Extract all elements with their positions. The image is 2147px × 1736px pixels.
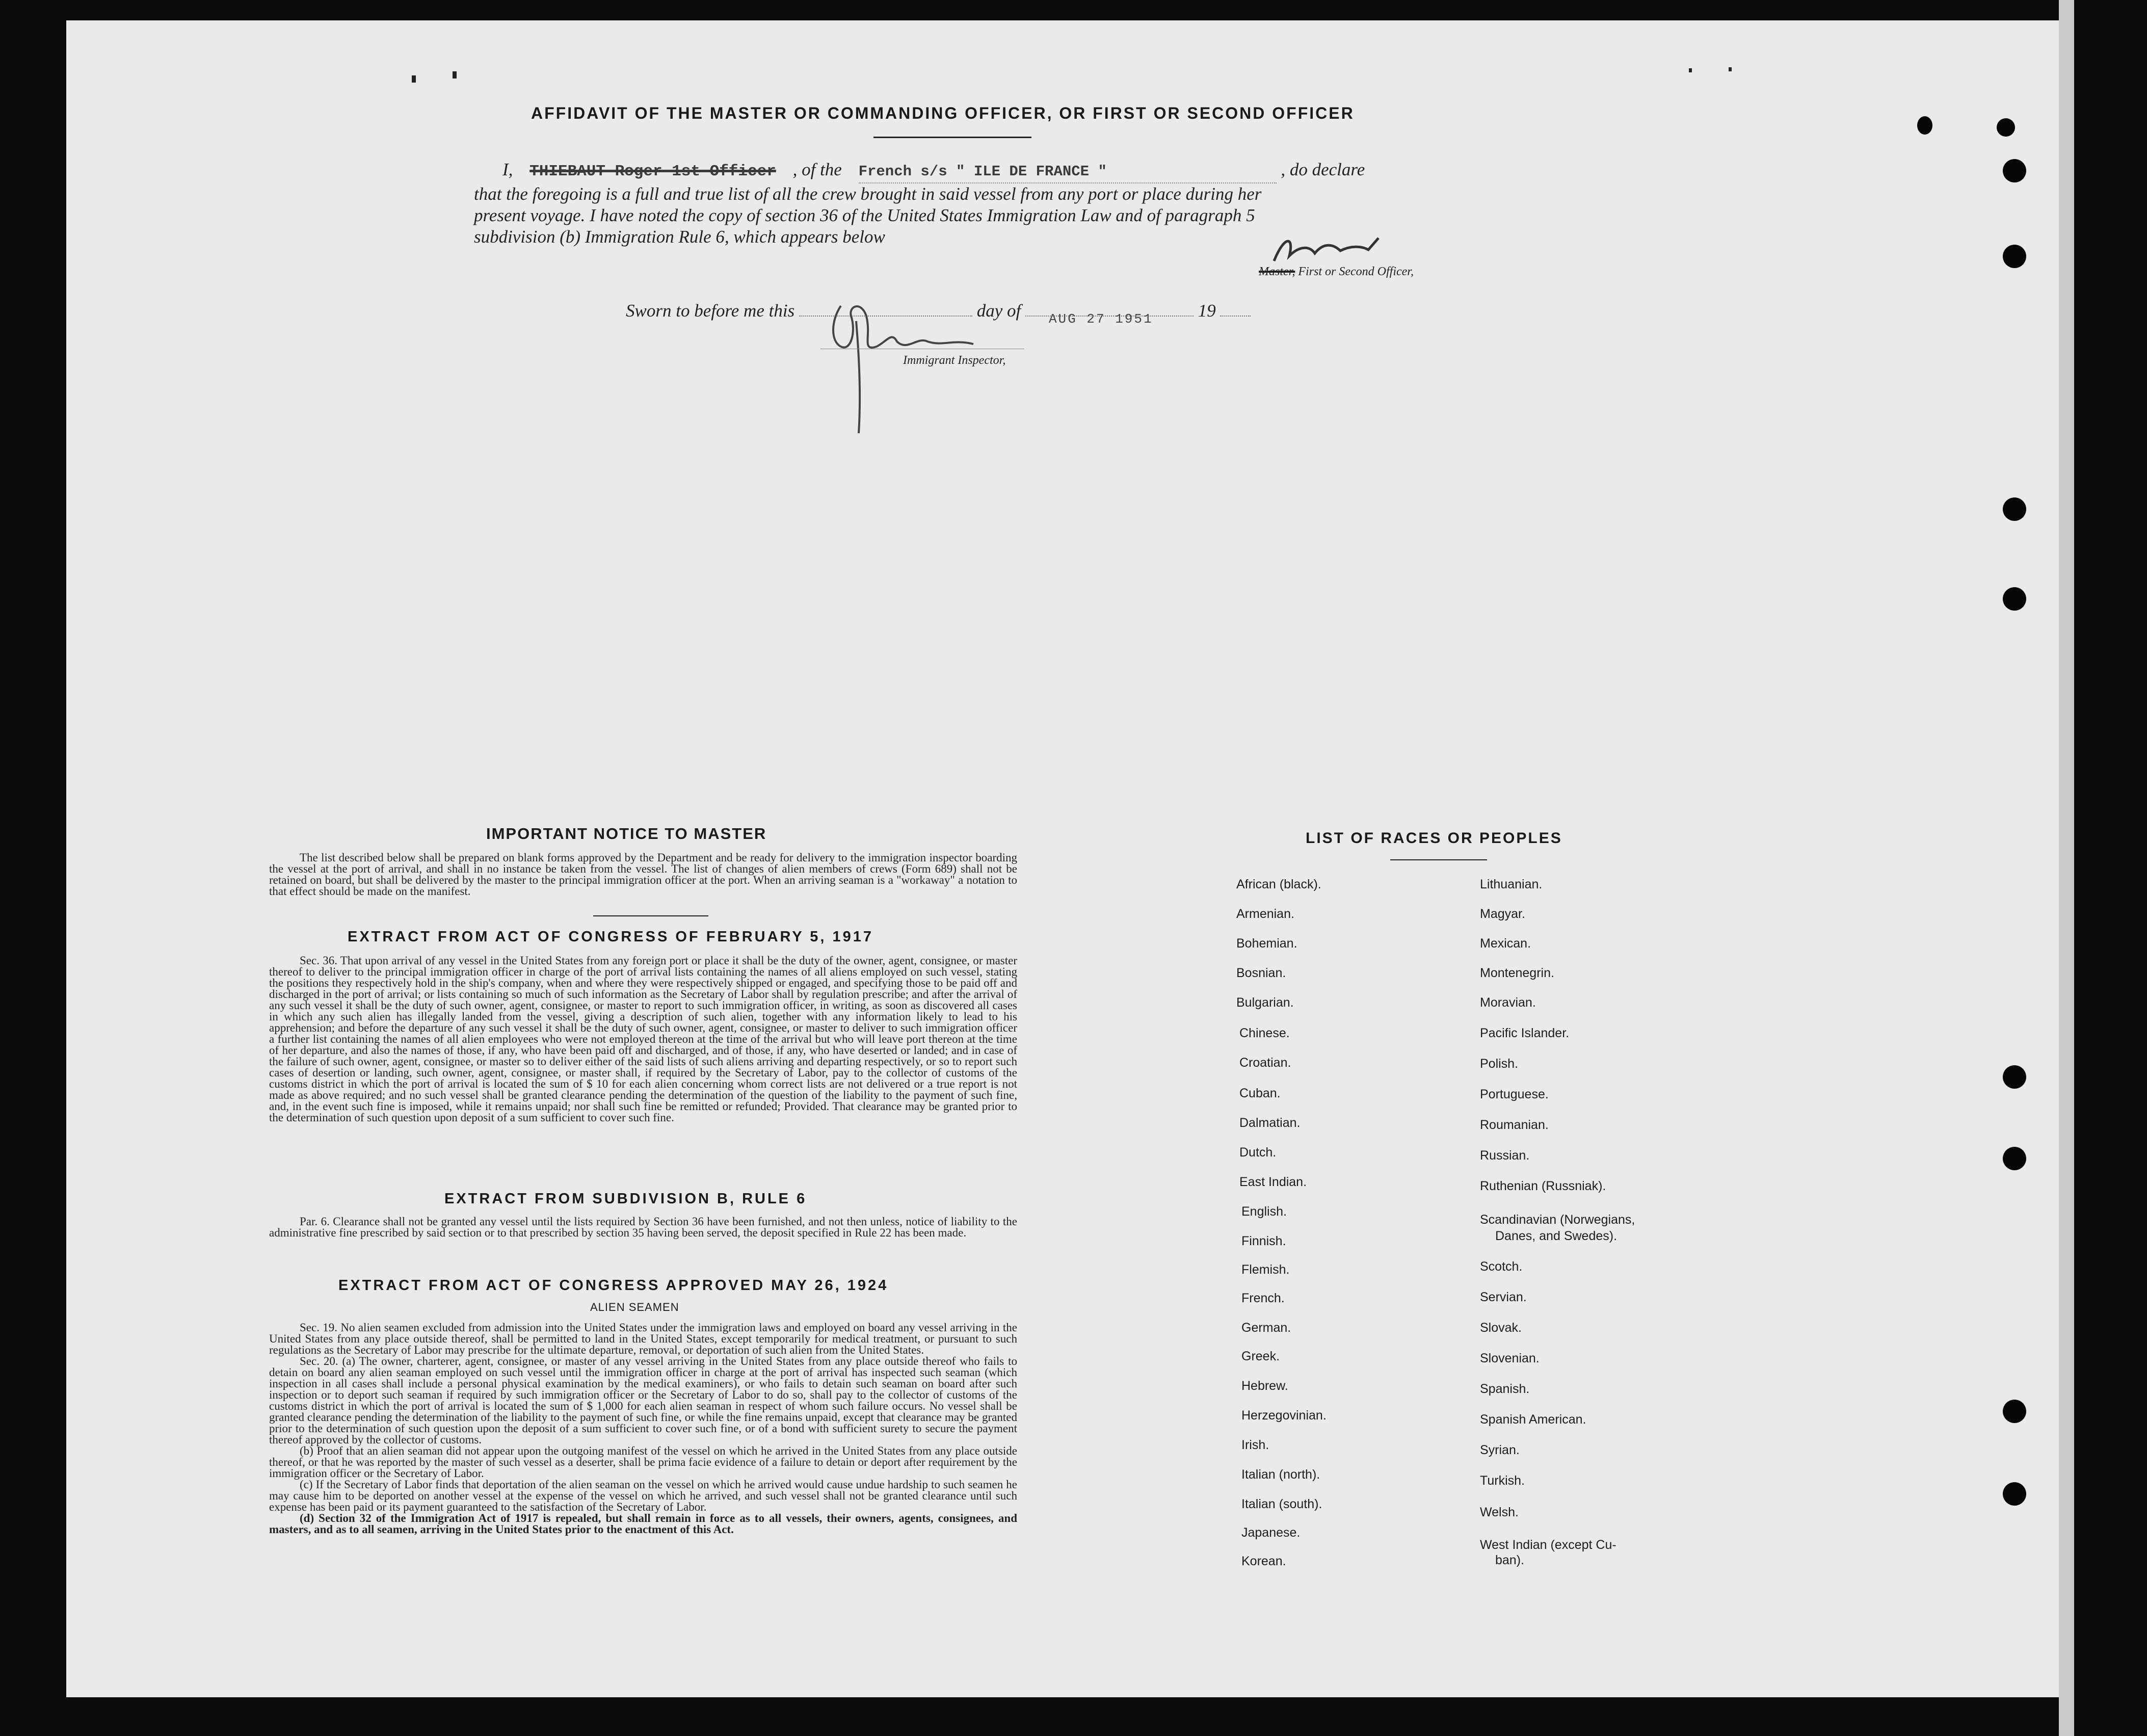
extract3-text — [269, 1322, 1017, 1535]
race-item: Slovak. — [1480, 1321, 1522, 1335]
binder-hole — [2003, 159, 2026, 182]
title-underline — [873, 137, 1031, 138]
race-item: Turkish. — [1480, 1474, 1525, 1488]
race-item: Italian (north). — [1241, 1467, 1320, 1482]
officer-name: THIEBAUT Roger 1st Officer — [529, 163, 776, 180]
race-item: Welsh. — [1480, 1505, 1519, 1519]
race-item: Armenian. — [1236, 907, 1294, 921]
race-item: Italian (south). — [1241, 1497, 1322, 1511]
sec20a-body: Sec. 20. (a) The owner, charterer, agent, consignee, or master of any vessel arriving in the United States from any place outside thereof who fails to detain on board any alien seaman employed on such vessel until the immigration officer in charge at the port of arrival has inspected such seaman (which inspection in all cases shall include a personal physical examination by the medical examiners), or who fails to detain such seaman on board after such inspection or to deport such seaman if required by such immigration officer or the Secretary of Labor to do so, shall pay to the collector of customs of the customs district in which the port of arrival is located the sum of $ 1,000 for each alien seaman in respect of whom such failure occurs. No vessel shall be granted clearance pending the determination of the liability to the payment of such fine, or while the fine remains unpaid, except that clearance may be granted prior to the determination of such question upon the deposit of a sum sufficient to cover such fine, or of a bond with sufficient surety to secure the payment thereof approved by the collector of customs. — [269, 1355, 1017, 1446]
race-item: Korean. — [1241, 1554, 1286, 1568]
race-item: East Indian. — [1239, 1175, 1307, 1189]
race-item: Lithuanian. — [1480, 877, 1543, 891]
race-item: Croatian. — [1239, 1056, 1291, 1070]
races-title: LIST OF RACES OR PEOPLES — [1306, 830, 1562, 847]
notice-intro-text: The list described below shall be prepared on blank forms approved by the Department and be ready for delivery to the immigration inspector boarding the vessel at the port of arrival, and shall in no instance be taken from the vessel. The list of changes of alien members of crews (Form 689) shall not be retained on board, but shall be delivered by the master to the principal immigration officer at the port. When an arriving seaman is a "workaway" a notation to that effect should be made on the manifest. — [269, 851, 1017, 898]
race-item: Scandinavian (Norwegians, — [1480, 1213, 1635, 1227]
sec19-body: Sec. 19. No alien seamen excluded from admission into the United States under the immigration laws and employed on board any vessel arriving in the United States from any place outside thereof, shall be permitted to land in the United States, except temporarily for medical treatment, or pursuant to such regulations as the Secretary of Labor may prescribe for the ultimate departure, removal, or deportation of such alien from the United States. — [269, 1321, 1017, 1356]
race-item: Spanish. — [1480, 1382, 1530, 1396]
extract1-text — [269, 955, 1017, 1123]
vessel-name: French s/s " ILE DE FRANCE " — [859, 161, 1277, 183]
race-item: Magyar. — [1480, 907, 1525, 921]
race-item: Herzegovinian. — [1241, 1408, 1327, 1423]
race-item: Ruthenian (Russniak). — [1480, 1179, 1606, 1193]
officer-signature-caption — [1259, 265, 1414, 279]
binder-hole — [1997, 118, 2015, 137]
race-item: English. — [1241, 1204, 1287, 1219]
sec20d-body: (d) Section 32 of the Immigration Act of 1917 is repealed, but shall remain in force as to all vessels, their owners, agents, consignees, and masters, and as to all seamen, arriving in the United States prior to the enactment of this Act. — [269, 1512, 1017, 1536]
sworn-to-text: Sworn to before me this — [626, 301, 795, 321]
date-stamp: AUG 27 1951 — [1048, 311, 1153, 327]
binder-hole — [2003, 245, 2026, 268]
scan-speck — [1689, 68, 1692, 72]
extract2-text — [269, 1216, 1017, 1239]
binder-hole — [2003, 1147, 2026, 1170]
race-item: Mexican. — [1480, 936, 1531, 951]
notice-title: IMPORTANT NOTICE TO MASTER — [486, 825, 767, 843]
race-item: Flemish. — [1241, 1262, 1290, 1277]
day-of-text: day of — [976, 301, 1021, 321]
race-item: Bosnian. — [1236, 966, 1286, 980]
binder-hole — [2003, 1065, 2026, 1089]
declaration-line-1 — [474, 159, 1442, 183]
race-item: African (black). — [1236, 877, 1321, 891]
race-item: Bulgarian. — [1236, 995, 1294, 1010]
race-item: Bohemian. — [1236, 936, 1297, 951]
race-item: Moravian. — [1480, 995, 1536, 1010]
race-item: Hebrew. — [1241, 1379, 1288, 1393]
race-item: Cuban. — [1239, 1086, 1281, 1100]
inspector-caption: Immigrant Inspector, — [903, 354, 1006, 367]
races-title-underline — [1390, 859, 1487, 860]
year-prefix: 19 — [1198, 301, 1216, 321]
page-edge — [2059, 0, 2074, 1736]
race-item: Scotch. — [1480, 1259, 1523, 1274]
race-item: Roumanian. — [1480, 1118, 1549, 1132]
race-item: Danes, and Swedes). — [1495, 1229, 1618, 1243]
date-blank — [1025, 311, 1194, 327]
sec20c-body: (c) If the Secretary of Labor finds that deportation of the alien seaman on the vessel on which he arrived would cause undue hardship to such seamen he may cause him to be deported on another vessel at the expense of the vessel on which he arrived, and such vessel shall not be granted clearance until such expense has been paid or its payment guaranteed to the satisfaction of the Secretary of Labor. — [269, 1478, 1017, 1513]
declaration-line-4: subdivision (b) Immigration Rule 6, which appears below — [474, 227, 885, 247]
declaration-line-3: present voyage. I have noted the copy of section 36 of the United States Immigration Law and of paragraph 5 — [474, 205, 1255, 225]
race-item: Pacific Islander. — [1480, 1026, 1570, 1040]
race-item: Japanese. — [1241, 1525, 1301, 1540]
affidavit-title: AFFIDAVIT OF THE MASTER OR COMMANDING OFFICER, OR FIRST OR SECOND OFFICER — [531, 104, 1355, 122]
extract3-subtitle: ALIEN SEAMEN — [590, 1301, 679, 1313]
race-item: Finnish. — [1241, 1234, 1286, 1248]
extract2-title: EXTRACT FROM SUBDIVISION B, RULE 6 — [444, 1191, 807, 1207]
race-item: Russian. — [1480, 1148, 1530, 1163]
binder-hole — [2003, 1400, 2026, 1423]
sec20b-body: (b) Proof that an alien seaman did not appear upon the outgoing manifest of the vessel on which he arrived in the United States from any place outside thereof, or that he was reported by the master of such vessel as a deserter, shall be prima facie evidence of a failure to detain or deport after requirement by the immigration officer or the Secretary of Labor. — [269, 1444, 1017, 1480]
extract1-body: Sec. 36. That upon arrival of any vessel in the United States from any foreign port or place it shall be the duty of the owner, agent, consignee, or master thereof to deliver to the principal immigration officer in charge of the port of arrival lists containing the names of all aliens employed on such vessel, stating the positions they respectively hold in the ship's company, when and where they were respectively shipped or engaged, and specifying those to be paid off and discharged in the port of arrival; or lists containing so much of such information as the Secretary of Labor shall by regulation prescribe; and after the arrival of any such vessel it shall be the duty of such owner, agent, consignee, or master to report to such immigration officer, in writing, as soon as discovered all cases in which any such alien has illegally landed from the vessel, giving a description of such alien, together with any information likely to lead to his apprehension; and before the departure of any such vessel it shall be the duty of such owner, agent, consignee, or master to deliver to such immigration officer a further list containing the names of all alien employees who were not employed thereon at the time of the arrival but who will leave port thereon at the time of her departure, and also the names of those, if any, who have been paid off and discharged, and of those, if any, who have deserted or landed; and in case of the failure of such owner, agent, consignee, or master so to deliver either of the said lists of such aliens arriving and departing respectively, or so to report such cases of desertion or landing, such owner, agent, consignee, or master shall, if required by the Secretary of Labor, pay to the collector of customs of the customs district in which the port of arrival is located the sum of $ 10 for each alien concerning whom correct lists are not delivered or a true report is not made as above required; and no such vessel shall be granted clearance pending the determination of the question of the liability to the payment of such fine, and, in the event such fine is imposed, while it remains unpaid; nor shall such fine be remitted or refunded; Provided. That clearance may be granted prior to the determination of such question upon deposit of a sum sufficient to cover such fine. — [269, 954, 1017, 1124]
of-the-text: , of the — [792, 160, 842, 179]
i-prefix: I, — [502, 160, 513, 179]
scan-speck — [1729, 67, 1732, 71]
race-item: Irish. — [1241, 1438, 1269, 1452]
binder-hole — [1917, 116, 1932, 135]
do-declare-text: , do declare — [1281, 160, 1365, 179]
race-item: Slovenian. — [1480, 1351, 1540, 1365]
race-item: West Indian (except Cu- — [1480, 1538, 1616, 1552]
race-item: ban). — [1495, 1553, 1524, 1567]
race-item: Polish. — [1480, 1057, 1519, 1071]
year-blank — [1220, 315, 1251, 317]
declaration-line-2: that the foregoing is a full and true list of all the crew brought in said vessel from any port or place during her — [474, 184, 1262, 204]
binder-hole — [2003, 1482, 2026, 1506]
race-item: Portuguese. — [1480, 1087, 1549, 1101]
race-item: Montenegrin. — [1480, 966, 1554, 980]
extract2-body: Par. 6. Clearance shall not be granted any vessel until the lists required by Section 36 have been furnished, and not then unless, notice of liability to the administrative fine prescribed by said section or to that prescribed by section 35 having been served, the deposit specified in Rule 22 has been made. — [269, 1215, 1017, 1239]
caption-officer: First or Second Officer, — [1298, 265, 1414, 278]
extract1-title: EXTRACT FROM ACT OF CONGRESS OF FEBRUARY 5, 1917 — [348, 929, 874, 945]
binder-hole — [2003, 587, 2026, 611]
scan-speck — [412, 75, 416, 83]
race-item: Spanish American. — [1480, 1412, 1586, 1427]
race-item: Chinese. — [1239, 1026, 1290, 1040]
divider — [593, 915, 708, 916]
race-item: French. — [1241, 1291, 1285, 1305]
notice-intro — [269, 852, 1017, 897]
extract3-title: EXTRACT FROM ACT OF CONGRESS APPROVED MAY 26, 1924 — [338, 1277, 889, 1294]
binder-hole — [2003, 497, 2026, 521]
scan-speck — [453, 71, 457, 78]
race-item: Dalmatian. — [1239, 1116, 1301, 1130]
race-item: Dutch. — [1239, 1145, 1277, 1160]
race-item: Syrian. — [1480, 1443, 1520, 1457]
race-item: Servian. — [1480, 1290, 1527, 1304]
race-item: German. — [1241, 1321, 1291, 1335]
race-item: Greek. — [1241, 1349, 1280, 1363]
caption-master: Master, — [1259, 265, 1295, 278]
